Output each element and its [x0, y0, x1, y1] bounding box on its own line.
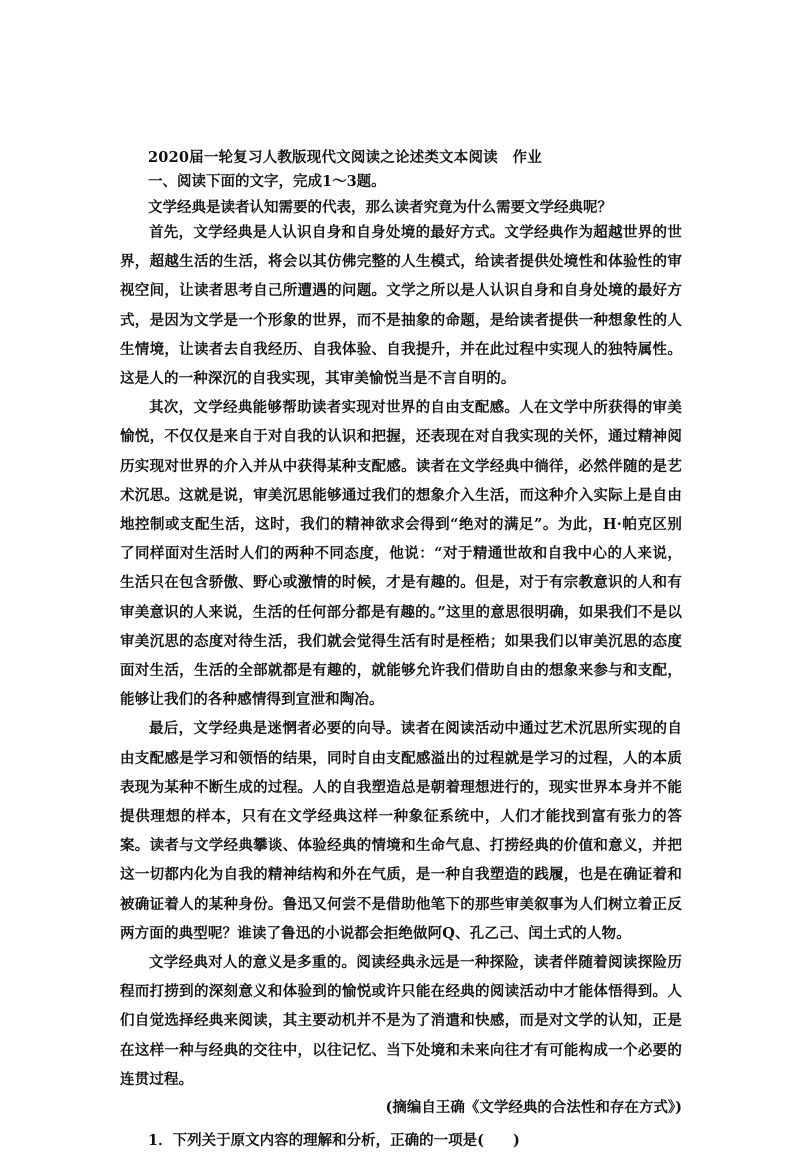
document-title: 2020届一轮复习人教版现代文阅读之论述类文本阅读 作业 [148, 149, 542, 166]
source-citation: (摘编自王确《文学经典的合法性和存在方式》) [385, 1099, 682, 1117]
section-instruction: 一、阅读下面的文字，完成1～3题。 [148, 173, 386, 190]
lead-question: 文学经典是读者认知需要的代表，那么读者究竟为什么需要文学经典呢？ [148, 199, 612, 216]
paragraph-2: 其次，文学经典能够帮助读者实现对世界的自由支配感。人在文学中所获得的审美愉悦，不仅仅是来自于对自我的认识和把握，还表现在对自我实现的关怀，通过精神阅历实现对世界的介入并从中获得某种支配感。读者在文学经典中徜徉，必然伴随的是艺术沉思。这就是说，审美沉思能够通过我们的想象介入生活，而这种介入实际上是自由地控制或支配生活，这时，我们的精神欲求会得到“绝对的满足”。为此，H·帕克区别了同样面对生活时人们的两种不同态度，他说：“对于精通世故和自我中心的人来说，生活只在包含骄傲、野心或激情的时候，才是有趣的。但是，对于有宗教意识的人和有审美意识的人来说，生活的任何部分都是有趣的。”这里的意思很明确，如果我们不是以审美沉思的态度对待生活，我们就会觉得生活有时是桎梏；如果我们以审美沉思的态度面对生活，生活的全部就都是有趣的，就能够允许我们借助自由的想象来参与和支配，能够让我们的各种感情得到宣泄和陶冶。 [120, 399, 682, 709]
paragraph-4: 文学经典对人的意义是多重的。阅读经典永远是一种探险，读者伴随着阅读探险历程而打捞到的深刻意义和体验到的愉悦或许只能在经典的阅读活动中才能体悟得到。人们自觉选择经典来阅读，其主要动机并不是为了消遣和快感，而是对文学的认知，正是在这样一种与经典的交往中，以往记忆、当下处境和未来向往才有可能构成一个必要的连贯过程。 [120, 954, 682, 1088]
paragraph-1: 首先，文学经典是人认识自身和自身处境的最好方式。文学经典作为超越世界的世界，超越生活的生活，将会以其仿佛完整的人生模式，给读者提供处境性和体验性的审视空间，让读者思考自己所遭遇的问题。文学之所以是人认识自身和自身处境的最好方式，是因为文学是一个形象的世界，而不是抽象的命题，是给读者提供一种想象性的人生情境，让读者去自我经历、自我体验、自我提升，并在此过程中实现人的独特属性。这是人的一种深沉的自我实现，其审美愉悦当是不言自明的。 [120, 224, 682, 388]
question-1: 1．下列关于原文内容的理解和分析，正确的一项是( ) [148, 1132, 520, 1150]
paragraph-3: 最后，文学经典是迷惘者必要的向导。读者在阅读活动中通过艺术沉思所实现的自由支配感是学习和领悟的结果，同时自由支配感溢出的过程就是学习的过程，人的本质表现为某种不断生成的过程。人的自我塑造总是朝着理想进行的，现实世界本身并不能提供理想的样本，只有在文学经典这样一种象征系统中，人们才能找到富有张力的答案。读者与文学经典攀谈、体验经典的情境和生命气息、打捞经典的价值和意义，并把这一切都内化为自我的精神结构和外在气质，是一种自我塑造的践履，也是在确证着和被确证着人的某种身份。鲁迅又何尝不是借助他笔下的那些审美叙事为人们树立着正反两方面的典型呢？谁读了鲁迅的小说都会拒绝做阿Q、孔乙己、闰土式的人物。 [120, 720, 682, 942]
